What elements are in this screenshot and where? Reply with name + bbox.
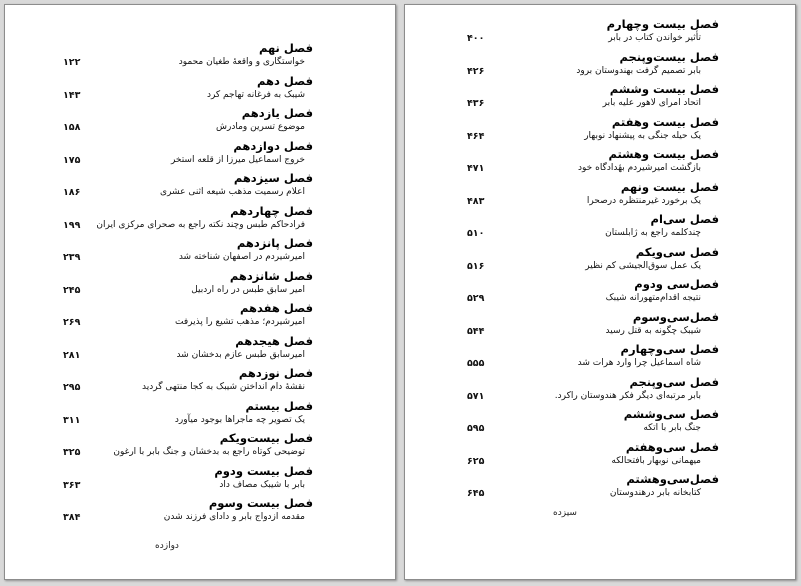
chapter-heading: فصل بیست وچهارم [606, 17, 719, 31]
chapter-title: نتیجه اقدام‌متهورانه شیبک [605, 293, 701, 303]
chapter-title: موضوع تسرین ومادرش [216, 122, 305, 132]
toc-entry [5, 301, 395, 334]
chapter-heading: فصل بیست وهشتم [608, 147, 719, 161]
chapter-heading: فصل نهم [258, 41, 313, 55]
chapter-heading: فصل هیجدهم [235, 333, 313, 348]
page-number-footer: دوازده [155, 541, 179, 551]
chapter-title: خروج اسماعیل میرزا از قلعه استخر [170, 154, 305, 165]
toc-entry [405, 50, 795, 83]
page-number: ۴۸۳ [467, 195, 485, 207]
toc-entry [5, 496, 395, 529]
page-number: ۱۸۶ [63, 187, 81, 198]
page-number: ۵۹۵ [467, 423, 485, 434]
page-number: ۱۲۲ [63, 57, 81, 68]
page-number: ۵۴۴ [467, 325, 485, 337]
page-number: ۵۷۱ [467, 390, 485, 402]
toc-list-left [5, 41, 395, 529]
toc-entry [405, 310, 795, 343]
chapter-title: یک تصویر چه ماجراها بوجود میآورد [174, 414, 305, 425]
page-number: ۵۱۶ [467, 260, 485, 272]
chapter-heading: فصل نوزدهم [238, 366, 313, 380]
page-number: ۱۵۸ [63, 122, 81, 133]
chapter-heading: فصل دهم [256, 73, 313, 88]
chapter-title: تأثیر خواندن کتاب در بابر [608, 33, 701, 43]
toc-entry [5, 431, 395, 464]
chapter-heading: فصل بیستم [245, 398, 313, 413]
page-number: ۴۲۶ [467, 65, 485, 77]
chapter-title: توضیحی کوتاه راجع به بدخشان و جنگ بابر با ارغون [113, 447, 305, 457]
page-number-footer: سیزده [553, 508, 577, 518]
chapter-title: شاه اسماعیل چرا وارد هرات شد [577, 358, 701, 368]
chapter-heading: فصل‌سی‌وسوم [632, 309, 719, 324]
chapter-heading: فصل یازدهم [241, 106, 313, 120]
toc-entry [405, 245, 795, 278]
chapter-title: نقشهٔ دام انداختن شیبک به کجا منتهی گردید [142, 382, 305, 392]
chapter-title: بابر با شیبک مصاف داد [219, 479, 305, 490]
toc-entry [405, 17, 795, 50]
page-number: ۲۹۵ [63, 382, 81, 393]
toc-entry [5, 399, 395, 432]
toc-list-right [405, 17, 795, 505]
page-number: ۴۶۴ [467, 130, 485, 142]
page-number: ۴۳۶ [467, 98, 485, 109]
chapter-title: یک برخورد غیرمنتظره درصحرا [586, 195, 701, 206]
chapter-title: امیرسابق طبس عازم بدخشان شد [176, 349, 305, 360]
toc-entry [405, 147, 795, 180]
chapter-heading: فصل سی‌وهفتم [625, 439, 719, 454]
chapter-title: یک عمل سوق‌الجیشی کم نظیر [585, 260, 701, 271]
toc-entry [405, 277, 795, 310]
chapter-title: میهمانی نوبهار بافتحالکه [611, 455, 701, 466]
toc-entry [405, 115, 795, 148]
chapter-heading: فصل پانزدهم [236, 236, 313, 250]
toc-entry [405, 472, 795, 505]
toc-entry [405, 212, 795, 245]
chapter-heading: فصل بیست ودوم [214, 463, 313, 478]
chapter-title: فرادحاکم طبس وچند نکته راجع به صحرای مرکزی ایران [96, 219, 305, 230]
chapter-heading: فصل دوازدهم [233, 138, 313, 153]
page-number: ۲۴۵ [63, 284, 81, 296]
toc-entry [5, 464, 395, 497]
chapter-title: کتابخانه بابر درهندوستان [609, 488, 701, 498]
chapter-title: بابر تصمیم گرفت بهندوستان برود [576, 65, 701, 76]
chapter-heading: فصل‌سی ودوم [634, 277, 719, 291]
toc-entry [5, 139, 395, 172]
chapter-heading: فصل سی‌وششم [623, 407, 719, 421]
toc-entry [405, 407, 795, 440]
chapter-title: خواستگاری و واقعهٔ طغیان محمود [178, 57, 305, 67]
toc-entry [5, 171, 395, 204]
page-number: ۲۸۱ [63, 349, 81, 361]
toc-entry [5, 106, 395, 139]
page-number: ۱۴۳ [63, 89, 81, 101]
chapter-heading: فصل چهاردهم [230, 203, 313, 218]
page-number: ۵۲۹ [467, 293, 485, 304]
chapter-title: بازگشت امیرشیردم بهٔدادگاه خود [578, 163, 701, 173]
chapter-title: یک حیله جنگی به پیشنهاد نوبهار [584, 130, 701, 141]
toc-entry [5, 366, 395, 399]
chapter-heading: فصل بیست‌وپنجم [619, 49, 719, 64]
chapter-heading: فصل سی‌وچهارم [620, 342, 719, 356]
chapter-heading: فصل بیست وسوم [208, 496, 313, 510]
page-number: ۳۸۴ [63, 512, 81, 523]
toc-entry [5, 41, 395, 74]
toc-entry [5, 204, 395, 237]
toc-entry [5, 269, 395, 302]
chapter-heading: فصل بیست وهفتم [611, 114, 719, 129]
chapter-title: چندکلمه راجع به ژابلستان [605, 228, 701, 238]
chapter-heading: فصل بیست‌ویکم [219, 431, 313, 445]
toc-entry [405, 180, 795, 213]
left-page [4, 4, 396, 580]
chapter-heading: فصل سی‌وپنجم [629, 374, 719, 389]
page-number: ۳۱۱ [63, 414, 81, 426]
chapter-heading: فصل شانزدهم [229, 268, 313, 283]
page-number: ۶۲۵ [467, 455, 485, 467]
chapter-title: اتحاد امرای لاهور علیه بابر [602, 98, 701, 108]
toc-entry [405, 342, 795, 375]
toc-entry [5, 236, 395, 269]
toc-entry [5, 74, 395, 107]
page-number: ۱۹۹ [63, 219, 81, 231]
page-number: ۵۵۵ [467, 358, 485, 369]
chapter-title: شیبک چگونه به قتل رسید [605, 325, 701, 336]
chapter-heading: فصل بیست وششم [609, 82, 719, 96]
chapter-heading: فصل سیزدهم [233, 171, 313, 185]
chapter-title: امیرشیردم؛ مذهب تشیع را پذیرفت [175, 317, 305, 327]
page-number: ۴۰۰ [467, 33, 485, 44]
chapter-title: شیبک به فرغانه تهاجم کرد [206, 89, 305, 100]
toc-entry [5, 334, 395, 367]
page-number: ۲۳۹ [63, 252, 81, 263]
page-number: ۳۶۳ [63, 479, 81, 491]
toc-entry [405, 440, 795, 473]
chapter-heading: فصل سی‌ام [650, 212, 719, 226]
page-number: ۲۶۹ [63, 317, 81, 328]
chapter-heading: فصل هفدهم [239, 301, 313, 315]
chapter-heading: فصل‌سی‌وهشتم [626, 472, 719, 486]
toc-entry [405, 375, 795, 408]
chapter-heading: فصل بیست ونهم [620, 179, 719, 194]
chapter-title: جنگ بابر با اتکه [643, 423, 701, 433]
chapter-title: مقدمه ازدواج بابر و دادای فرزند شدن [163, 512, 305, 522]
page-number: ۱۷۵ [63, 154, 81, 166]
chapter-heading: فصل سی‌ویکم [635, 244, 719, 259]
page-number: ۳۲۵ [63, 447, 81, 458]
toc-entry [405, 82, 795, 115]
chapter-title: امیر سابق طبس در راه اردبیل [191, 284, 305, 295]
right-page [404, 4, 796, 580]
page-number: ۶۴۵ [467, 488, 485, 499]
page-number: ۵۱۰ [467, 228, 485, 239]
chapter-title: اعلام رسمیت مذهب شیعه اثنی عشری [160, 187, 305, 197]
chapter-title: بابر مرتبه‌ای دیگر فکر هندوستان را‌کرد. [554, 390, 701, 401]
chapter-title: امیرشیردم در اصفهان شناخته شد [178, 252, 305, 262]
page-number: ۴۷۱ [467, 163, 485, 174]
